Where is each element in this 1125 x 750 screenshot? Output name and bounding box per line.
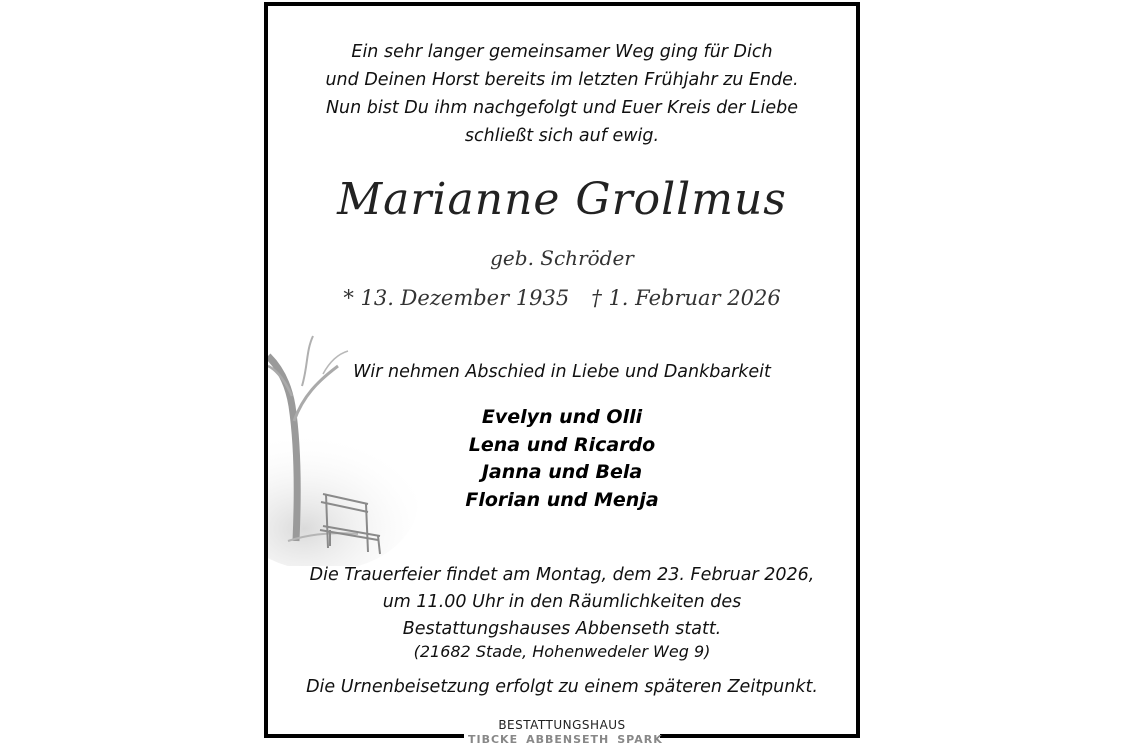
death-date: † 1. Februar 2026 bbox=[591, 286, 781, 310]
family-list bbox=[268, 404, 856, 514]
funeral-home-logo bbox=[464, 716, 663, 748]
farewell-line: Wir nehmen Abschied in Liebe und Dankbarkeit bbox=[353, 362, 771, 382]
deceased-name: Marianne Grollmus bbox=[337, 174, 787, 225]
ceremony-address: (21682 Stade, Hohenwedeler Weg 9) bbox=[413, 642, 711, 661]
family-member: Florian und Menja bbox=[465, 488, 659, 511]
ceremony-line: um 11.00 Uhr in den Räumlichkeiten des bbox=[382, 592, 742, 612]
birth-date: * 13. Dezember 1935 bbox=[343, 286, 570, 310]
logo-name: SPARK bbox=[617, 733, 663, 746]
obituary-frame bbox=[264, 2, 860, 738]
logo-name: TIBCKE bbox=[468, 733, 519, 746]
logo-title: BESTATTUNGSHAUS bbox=[498, 718, 626, 732]
birth-name: geb. Schröder bbox=[490, 246, 634, 270]
family-member: Evelyn und Olli bbox=[481, 406, 643, 428]
ceremony-line: Bestattungshauses Abbenseth statt. bbox=[402, 619, 722, 639]
family-member: Lena und Ricardo bbox=[468, 433, 656, 456]
family-member: Janna und Bela bbox=[481, 461, 643, 483]
intro-line: Nun bist Du ihm nachgefolgt und Euer Kreis der Liebe bbox=[325, 98, 799, 118]
ceremony-line: Die Trauerfeier findet am Montag, dem 23. Februar 2026, bbox=[309, 565, 815, 585]
intro-verse bbox=[268, 38, 856, 150]
urn-note: Die Urnenbeisetzung erfolgt zu einem späteren Zeitpunkt. bbox=[306, 677, 818, 697]
intro-line: schließt sich auf ewig. bbox=[464, 126, 660, 146]
ceremony-info bbox=[268, 562, 856, 643]
life-dates bbox=[268, 286, 856, 310]
logo-names bbox=[464, 733, 663, 746]
logo-name: ABBENSETH bbox=[526, 733, 610, 746]
intro-line: und Deinen Horst bereits im letzten Frühjahr zu Ende. bbox=[325, 70, 799, 90]
intro-line: Ein sehr langer gemeinsamer Weg ging für Dich bbox=[351, 42, 773, 62]
